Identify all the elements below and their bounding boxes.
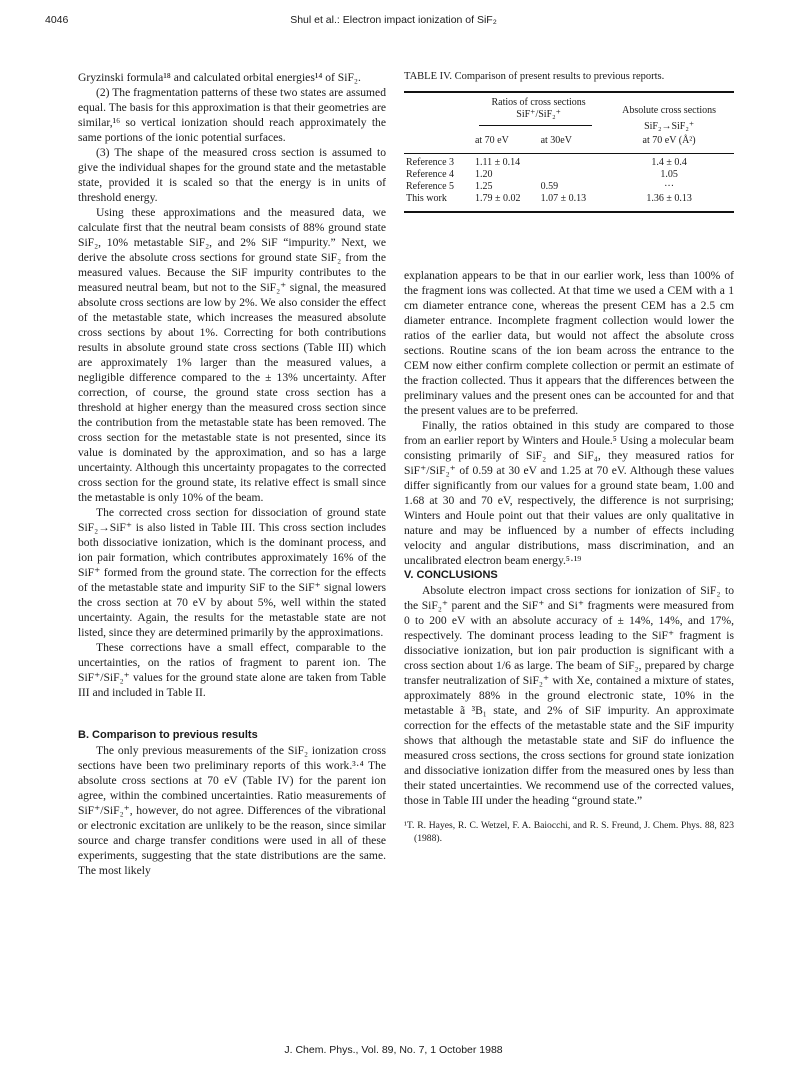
running-title: Shul et al.: Electron impact ionization of SiF₂ (290, 14, 497, 26)
cell-30: 1.07 ± 0.13 (540, 193, 587, 204)
cell-30 (539, 169, 605, 181)
paragraph: explanation appears to be that in our earlier work, less than 100% of the fragment ions was collected. At that time we used a CEM with a 1 cm diameter entrance cone, whereas the present CEM has a 2.5 cm diameter entrance. Incomplete fragment collection would lower the ratios of the earlier data, but would not affect the absolute cross sections. Routine scans of the ion beam across the entrance to the CEM now either confirm complete collection or permit an estimate of the fraction collected. Thus it appears that the differences between the preliminary values and the present ones can be accounted for and that the present values are to be preferred. (404, 269, 734, 417)
cell-70: 1.11 ± 0.14 (474, 157, 521, 168)
cell-abs: 1.4 ± 0.4 (651, 157, 687, 168)
cell-abs: 1.05 (660, 169, 678, 180)
cell-abs: ··· (664, 181, 675, 192)
paragraph: Absolute electron impact cross sections for ionization of SiF₂ to the SiF₂⁺ parent and the SiF⁺ and Si⁺ fragments were measured from 0 to 200 eV with an absolute accuracy of ± 14%, 14%, and 17%, respectively. The dominant process leading to the SiF⁺ fragment is dissociative ionization, but ion pair production is significant with a cross section about 1/6 as large. The beam of SiF₂, prepared by charge transfer neutralization of SiF₂⁺ with Xe, contained a mixture of states, approximately 88% in the ground electronic state, 10% in the metastable ã ³B₁ state, and 2% of SiF impurity. An approximate correction for the effects of the metastable state and the SiF impurity shows that although the metastable state and SiF do influence the measured cross sections, the cross sections for ground state ionization and dissociative ionization differ from the measured ones by less than their stated uncertainties. We recommend use of the corrected values, those in Table III under the heading “ground state.” (404, 584, 734, 807)
cell-30 (539, 154, 605, 169)
ratio-group-header (473, 93, 604, 121)
cell-30: 0.59 (540, 181, 559, 192)
table-row (404, 154, 734, 169)
row-label: Reference 4 (406, 169, 455, 180)
section-heading: V. CONCLUSIONS (404, 569, 498, 581)
cell-70: 1.25 (474, 181, 493, 192)
table-grid (404, 93, 734, 211)
table-row (404, 193, 734, 211)
paragraph: The corrected cross section for dissociation of ground state SiF₂→SiF⁺ is also listed in Table III. This cross section includes both dissociative ionization, which is the dominant process, and ion pair formation, which contributes approximately 16% of the SiF⁺ formed from the ground state. The correction for the effects of the metastable state and impurity SiF to the SiF⁺ signal lowers the cross section at 70 eV by about 5%, well within the stated uncertainty. Again, the results for the metastable state are not listed, since they are determined primarily by the approximations. (78, 506, 386, 639)
table-caption: TABLE IV. Comparison of present results to previous reports. (404, 71, 665, 82)
paragraph: These corrections have a small effect, comparable to the uncertainties, on the ratios of fragment to parent ion. The SiF⁺/SiF₂⁺ values for the ground state alone are taken from Table III and included in Table II. (78, 641, 386, 699)
left-column (78, 70, 386, 878)
paragraph: Gryzinski formula¹⁸ and calculated orbital energies¹⁴ of SiF₂. (78, 71, 361, 84)
row-label: This work (406, 193, 447, 204)
table-iv (404, 71, 734, 213)
table-row (404, 169, 734, 181)
paragraph: Finally, the ratios obtained in this study are compared to those from an earlier report by Winters and Houle.⁵ Using a molecular beam consisting primarily of SiF₂ and SiF₄, they measured ratios for SiF⁺/SiF₂⁺ of 0.59 at 30 eV and 1.25 at 70 eV. Although these values differ significantly from our values for a ground state beam, 1.00 and 1.68 at 30 and 70 eV, respectively, the difference is not surprising; Winters and Houle point out that their values are only qualitative in nature and may be influenced by a number of effects including velocity and angular distributions, mass discrimination, and an uncalibrated electron beam energy.⁵·¹⁹ (404, 419, 734, 567)
cell-70: 1.79 ± 0.02 (474, 193, 521, 204)
ratio-header-text: Ratios of cross sections (491, 97, 586, 108)
section-heading: B. Comparison to previous results (78, 729, 258, 741)
reference-item: ¹T. R. Hayes, R. C. Wetzel, F. A. Baiocchi, and R. S. Freund, J. Chem. Phys. 88, 823 (1988). (404, 820, 734, 844)
page-header (45, 14, 742, 30)
paragraph: The only previous measurements of the SiF₂ ionization cross sections have been two preliminary reports of this work.³·⁴ The absolute cross sections at 70 eV (Table IV) for the parent ion agree, within the combined uncertainties. Ratio measurements of SiF⁺/SiF₂⁺, however, do not agree. Differences of the vibrational or electronic excitation are unlikely to be the reason, since similar source and charge transfer conditions were used in all of these experiments, suggesting that the state distributions are the same. The most likely (78, 744, 386, 877)
table-row (404, 181, 734, 193)
row-label: Reference 3 (406, 157, 455, 168)
col-header-30: at 30eV (540, 135, 572, 146)
cell-70: 1.20 (474, 169, 493, 180)
abs-header-text: Absolute cross sections (622, 105, 717, 116)
paragraph: (2) The fragmentation patterns of these two states are assumed equal. The basis for this approximation is that their geometries are similar,¹⁶ so vertical ionization should reach approximately the same portions of the ionic potential surfaces. (78, 86, 386, 144)
page-number: 4046 (45, 14, 69, 26)
page-footer: J. Chem. Phys., Vol. 89, No. 7, 1 October 1988 (284, 1044, 503, 1056)
col-header-abs: at 70 eV (Å²) (642, 135, 696, 146)
ratio-subheader-text: SiF⁺/SiF₂⁺ (516, 109, 561, 120)
group-rule (479, 125, 592, 126)
row-label: Reference 5 (406, 181, 455, 192)
cell-abs: 1.36 ± 0.13 (646, 193, 692, 204)
right-column (404, 268, 734, 845)
table-rule (404, 211, 734, 213)
paragraph: (3) The shape of the measured cross section is assumed to give the individual shapes for the ground state and the metastable state, provided it is scaled so that the energy is in units of threshold energy. (78, 146, 386, 204)
paragraph: Using these approximations and the measured data, we calculate first that the neutral beam consists of 88% ground state SiF₂, 10% metastable SiF₂, and 2% SiF “impurity.” Next, we derive the absolute cross sections for ground state SiF₂ from the measured values. Because the SiF impurity contributes to the measured neutral beam, but not to the SiF₂⁺ signal, the measured absolute cross sections are low by 2%. We also consider the effect of the metastable state, which increases the measured absolute cross sections by about 1%. Correcting for both contributions results in absolute ground state cross sections (Table III) which are approximately 1% larger than the measured values, a negligible difference compared to the ± 13% uncertainty. After correction, of course, the ground state cross section has a threshold at higher energy than the measured cross section since the contribution from the metastable state has been removed. The cross section for the metastable state is not presented, since its value is dominated by the approximation, and so has a large uncertainty. Although this uncertainty propagates to the corrected cross section for the ground state, its relative effect is small since the metastable is only 10% of the beam. (78, 206, 386, 504)
abs-subheader: SiF₂→SiF₂⁺ (644, 121, 695, 132)
abs-header (604, 93, 734, 121)
col-header-70: at 70 eV (474, 135, 509, 146)
